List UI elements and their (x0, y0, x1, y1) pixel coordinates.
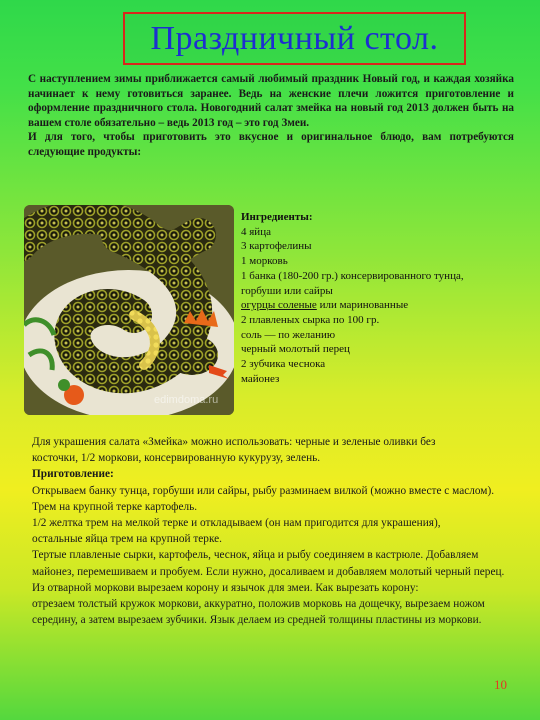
snake-salad-illustration (24, 205, 234, 415)
ingredient-item: 1 банка (180-200 гр.) консервированного тунца, горбуши или сайры (241, 269, 464, 297)
ingredient-item: майонез (241, 372, 280, 385)
ingredient-item: 4 яйца (241, 225, 271, 238)
body-line: Открываем банку тунца, горбуши или сайры, рыбу разминаем вилкой (можно вместе с маслом). (32, 484, 495, 497)
ingredient-item-cucumbers (241, 298, 501, 313)
ingredient-item: 2 плавленых сырка по 100 гр. (241, 313, 380, 326)
title-frame (123, 12, 466, 65)
ingredient-item: 1 морковь (241, 255, 288, 268)
cucumber-link[interactable]: огурцы соленые (241, 299, 317, 312)
body-line: Для украшения салата «Змейка» можно использовать: черные и зеленые оливки без (32, 436, 436, 448)
body-line: отрезаем толстый кружок моркови, аккуратно, положив морковь на дощечку, вырезаем ножом середину, а затем вырезаем зубчики. Язык делаем из средней толщины пластины из моркови. (32, 598, 485, 627)
body-line: косточки, 1/2 моркови, консервированную кукурузу, зелень. (32, 452, 321, 465)
body-line: 1/2 желтка трем на мелкой терке и откладываем (он нам пригодится для украшения), (32, 517, 441, 530)
page-title: Праздничный стол. (150, 19, 439, 57)
ingredients-heading: Ингредиенты: (241, 211, 313, 223)
intro-text-1: С наступлением зимы приближается самый любимый праздник Новый год, и каждая хозяйка начинает к нему готовиться заранее. Ведь на женские плечи ложится приготовление и оформление праздничного стола. Новогодний салат змейка на новый год 2013 должен быть на вашем столе обязательно – ведь 2013 год – это год Змеи. (28, 73, 514, 129)
photo-watermark: edimdoma.ru (154, 394, 219, 406)
preparation-heading: Приготовление: (32, 468, 114, 481)
page-number: 10 (494, 677, 507, 692)
ingredient-item: 2 зубчика чеснока (241, 358, 326, 371)
ingredient-item: черный молотый перец (241, 343, 350, 356)
ingredient-item: соль — по желанию (241, 328, 336, 341)
intro-text-2: И для того, чтобы приготовить это вкусное и оригинальное блюдо, вам потребуются следующие продукты: (28, 131, 514, 158)
ingredient-item: 3 картофелины (241, 240, 312, 253)
ingredients-list (241, 210, 501, 386)
body-line: Из отварной моркови вырезаем корону и язычок для змеи. Как вырезать корону: (32, 581, 419, 594)
body-line: остальные яйца трем на крупной терке. (32, 533, 223, 546)
body-line: Трем на крупной терке картофель. (32, 500, 198, 513)
cucumber-rest: или маринованные (316, 299, 409, 312)
intro-paragraph (28, 72, 514, 159)
recipe-body (32, 434, 522, 628)
snake-salad-photo (24, 205, 234, 415)
body-line: Тертые плавленые сырки, картофель, чеснок, яйца и рыбу соединяем в кастрюле. Добавляем майонез, перемешиваем и пробуем. Если нужно, досаливаем и добавляем молотый черный перец. (32, 549, 505, 578)
